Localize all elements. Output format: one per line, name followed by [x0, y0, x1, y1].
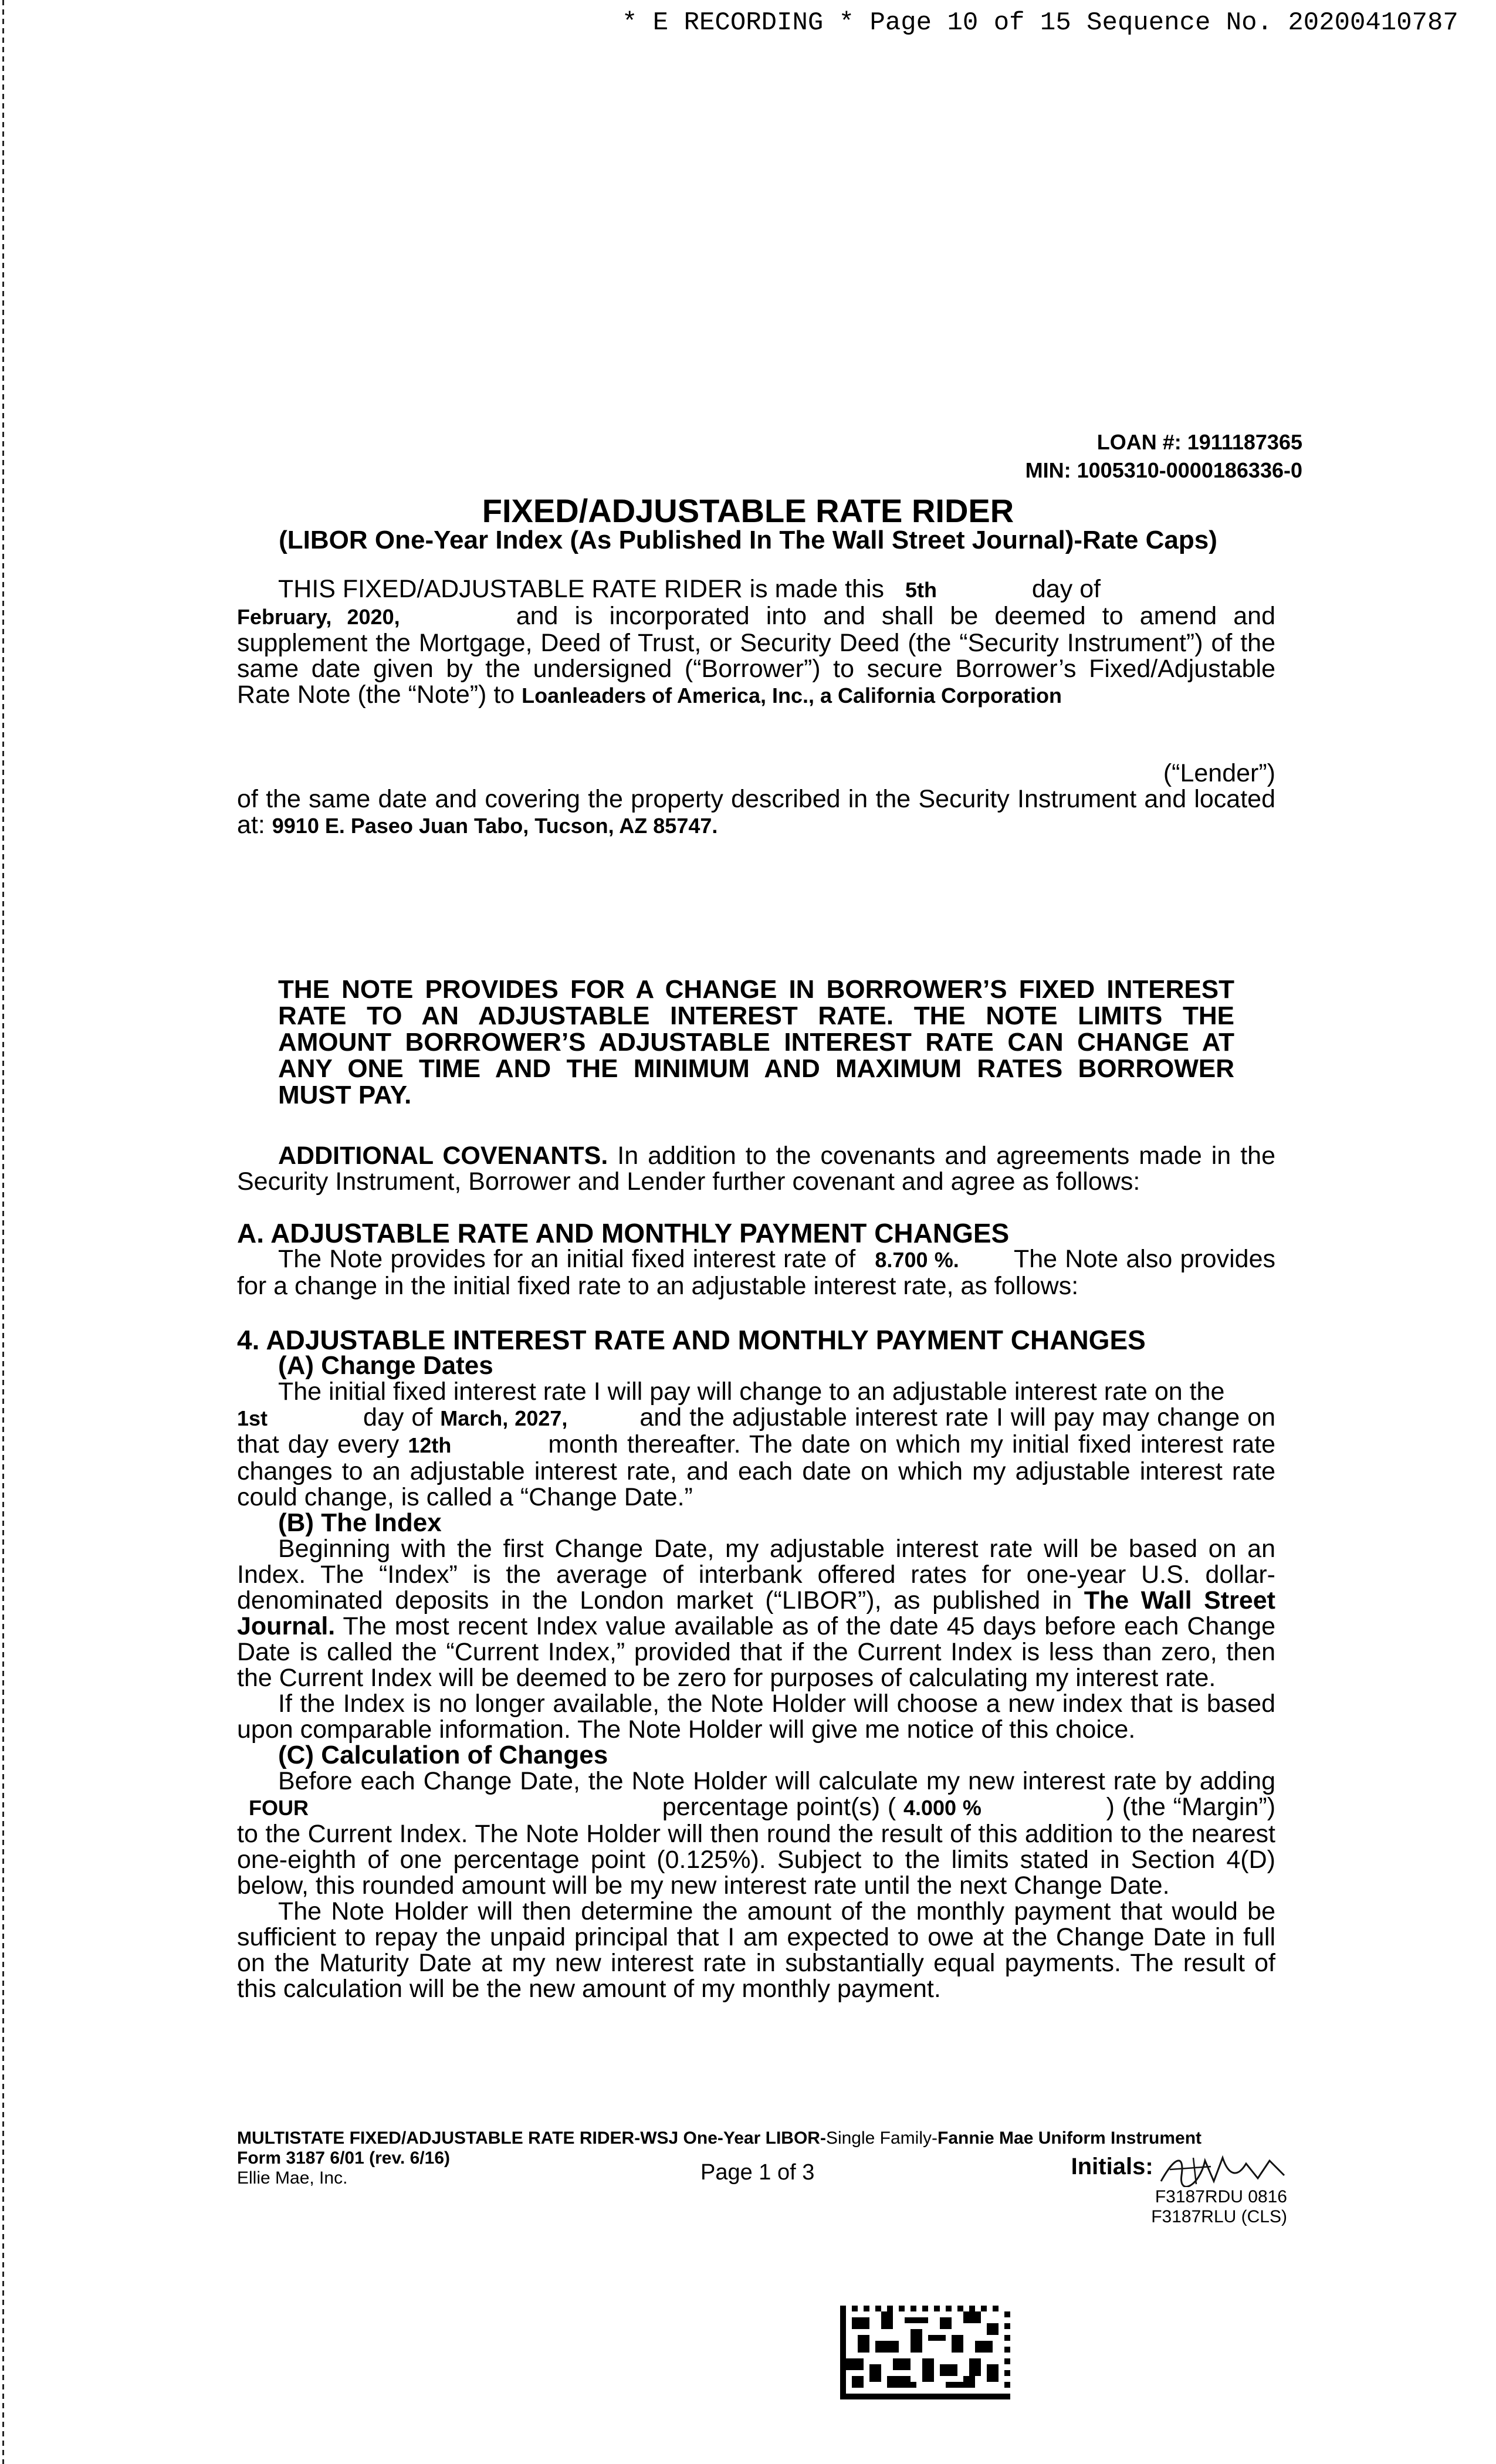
loan-identifiers — [1025, 428, 1302, 485]
form-identification: MULTISTATE FIXED/ADJUSTABLE RATE RIDER-WSJ One-Year LIBOR-Single Family-Fannie Mae Uniform Instrument Form 3187 6/01 (rev. 6/16) Ellie Mae, Inc. — [237, 2128, 1202, 2188]
document-subtitle: (LIBOR One-Year Index (As Published In The Wall Street Journal)-Rate Caps) — [279, 526, 1217, 554]
intro-paragraph: THIS FIXED/ADJUSTABLE RATE RIDER is made this 5th day of February, 2020, and is incorporated into and shall be deemed to amend and supplement the Mortgage, Deed of Trust, or Security Deed (the “Security Instrument”) of the same date given by the undersigned (“Borrower”) to secure Borrower’s Fixed/Adjustable Rate Note (the “Note”) to Loanleaders of America, Inc., a California Corporation (“Lender”) of the same date and covering the property described in the Security Instrument and located at: 9910 E. Paseo Juan Tabo, Tucson, AZ 85747. — [237, 575, 1276, 839]
change-dates-heading: (A) Change Dates — [278, 1351, 493, 1380]
form-number: Form 3187 6/01 (rev. 6/16) — [237, 2148, 450, 2168]
property-address: 9910 E. Paseo Juan Tabo, Tucson, AZ 85747. — [272, 814, 718, 838]
recording-stamp: * E RECORDING * Page 10 of 15 Sequence No. 20200410787 — [622, 8, 1458, 38]
change-date: March, 2027, — [440, 1406, 568, 1430]
change-dates-text: The initial fixed interest rate I will pay will change to an adjustable interest rate on the 1st day of March, 2027, and the adjustable interest rate I will pay may change on that day every 12th month thereafter. The date on which my initial fixed interest rate changes to an adjustable interest rate, and each date on which my adjustable interest rate could change, is called a “Change Date.” — [237, 1377, 1276, 1511]
loan-number: LOAN #: 1911187365 — [1096, 430, 1302, 454]
page-number: Page 1 of 3 — [700, 2160, 815, 2185]
index-heading: (B) The Index — [278, 1508, 442, 1537]
rider-date: February, 2020, — [237, 605, 400, 629]
initial-rate: 8.700 %. — [875, 1248, 959, 1272]
rider-day: 5th — [905, 578, 937, 602]
rate-change-notice: THE NOTE PROVIDES FOR A CHANGE IN BORROWER’S FIXED INTEREST RATE TO AN ADJUSTABLE INTEREST RATE. THE NOTE LIMITS THE AMOUNT BORROWER’S ADJUSTABLE INTEREST RATE CAN CHANGE AT ANY ONE TIME AND THE MINIMUM AND MAXIMUM RATES BORROWER MUST PAY. — [278, 975, 1234, 1109]
initials-area — [876, 2152, 1287, 2227]
margin-words: FOUR — [249, 1796, 309, 1820]
section-a-heading: A. ADJUSTABLE RATE AND MONTHLY PAYMENT CHANGES — [237, 1218, 1010, 1248]
section-a: A. ADJUSTABLE RATE AND MONTHLY PAYMENT CHANGES The Note provides for an initial fixed interest rate of 8.700 %. The Note also provides for a change in the initial fixed rate to an adjustable interest rate, as follows: — [237, 1218, 1275, 1300]
lender-label: (“Lender”) — [1163, 759, 1275, 787]
calculation-text: Before each Change Date, the Note Holder will calculate my new interest rate by adding FOUR percentage point(s) ( 4.000 % ) (the “Margin”) to the Current Index. The Note Holder will then round the result of this addition to the nearest one-eighth of one percentage point (0.125%). Subject to the limits stated in Section 4(D) below, this rounded amount will be my new interest rate until the next Change Date. The Note Holder will then determine the amount of the monthly payment that would be sufficient to repay the unpaid principal that I am expected to owe at the Change Date in full on the Maturity Date at my new interest rate in substantially equal payments. The result of this calculation will be the new amount of my monthly payment. — [237, 1767, 1276, 2003]
margin-percent: 4.000 % — [903, 1796, 981, 1820]
initials-signature — [1158, 2152, 1287, 2187]
section-4-heading: 4. ADJUSTABLE INTEREST RATE AND MONTHLY PAYMENT CHANGES — [237, 1325, 1146, 1355]
min-number: MIN: 1005310-0000186336-0 — [1025, 458, 1302, 482]
change-interval: 12th — [408, 1433, 452, 1457]
page-footer — [237, 2128, 1287, 2226]
scan-edge-line — [2, 0, 4, 2464]
section-4 — [237, 1327, 1275, 2002]
form-code-1: F3187RDU 0816 — [1155, 2187, 1287, 2206]
calculation-heading: (C) Calculation of Changes — [278, 1741, 608, 1769]
document-title: FIXED/ADJUSTABLE RATE RIDER — [482, 492, 1014, 529]
index-text: Beginning with the first Change Date, my adjustable interest rate will be based on an Index. The “Index” is the average of interbank offered rates for one-year U.S. dollar-denominated deposits in the London market (“LIBOR”), as published in The Wall Street Journal. The most recent Index value available as of the date 45 days before each Change Date is called the “Current Index,” provided that if the Current Index is less than zero, then the Current Index will be deemed to be zero for purposes of calculating my interest rate. If the Index is no longer available, the Note Holder will choose a new index that is based upon comparable information. The Note Holder will give me notice of this choice. — [237, 1535, 1275, 1744]
additional-covenants: ADDITIONAL COVENANTS. In addition to the covenants and agreements made in the Security Instrument, Borrower and Lender further covenant and agree as follows: — [237, 1142, 1275, 1196]
initials-label: Initials: — [1071, 2153, 1153, 2179]
lender-name: Loanleaders of America, Inc., a California Corporation — [522, 683, 1062, 708]
datamatrix-barcode — [840, 2306, 1010, 2399]
form-code-2: F3187RLU (CLS) — [1151, 2207, 1287, 2226]
change-day: 1st — [237, 1406, 268, 1430]
form-vendor: Ellie Mae, Inc. — [237, 2168, 348, 2188]
